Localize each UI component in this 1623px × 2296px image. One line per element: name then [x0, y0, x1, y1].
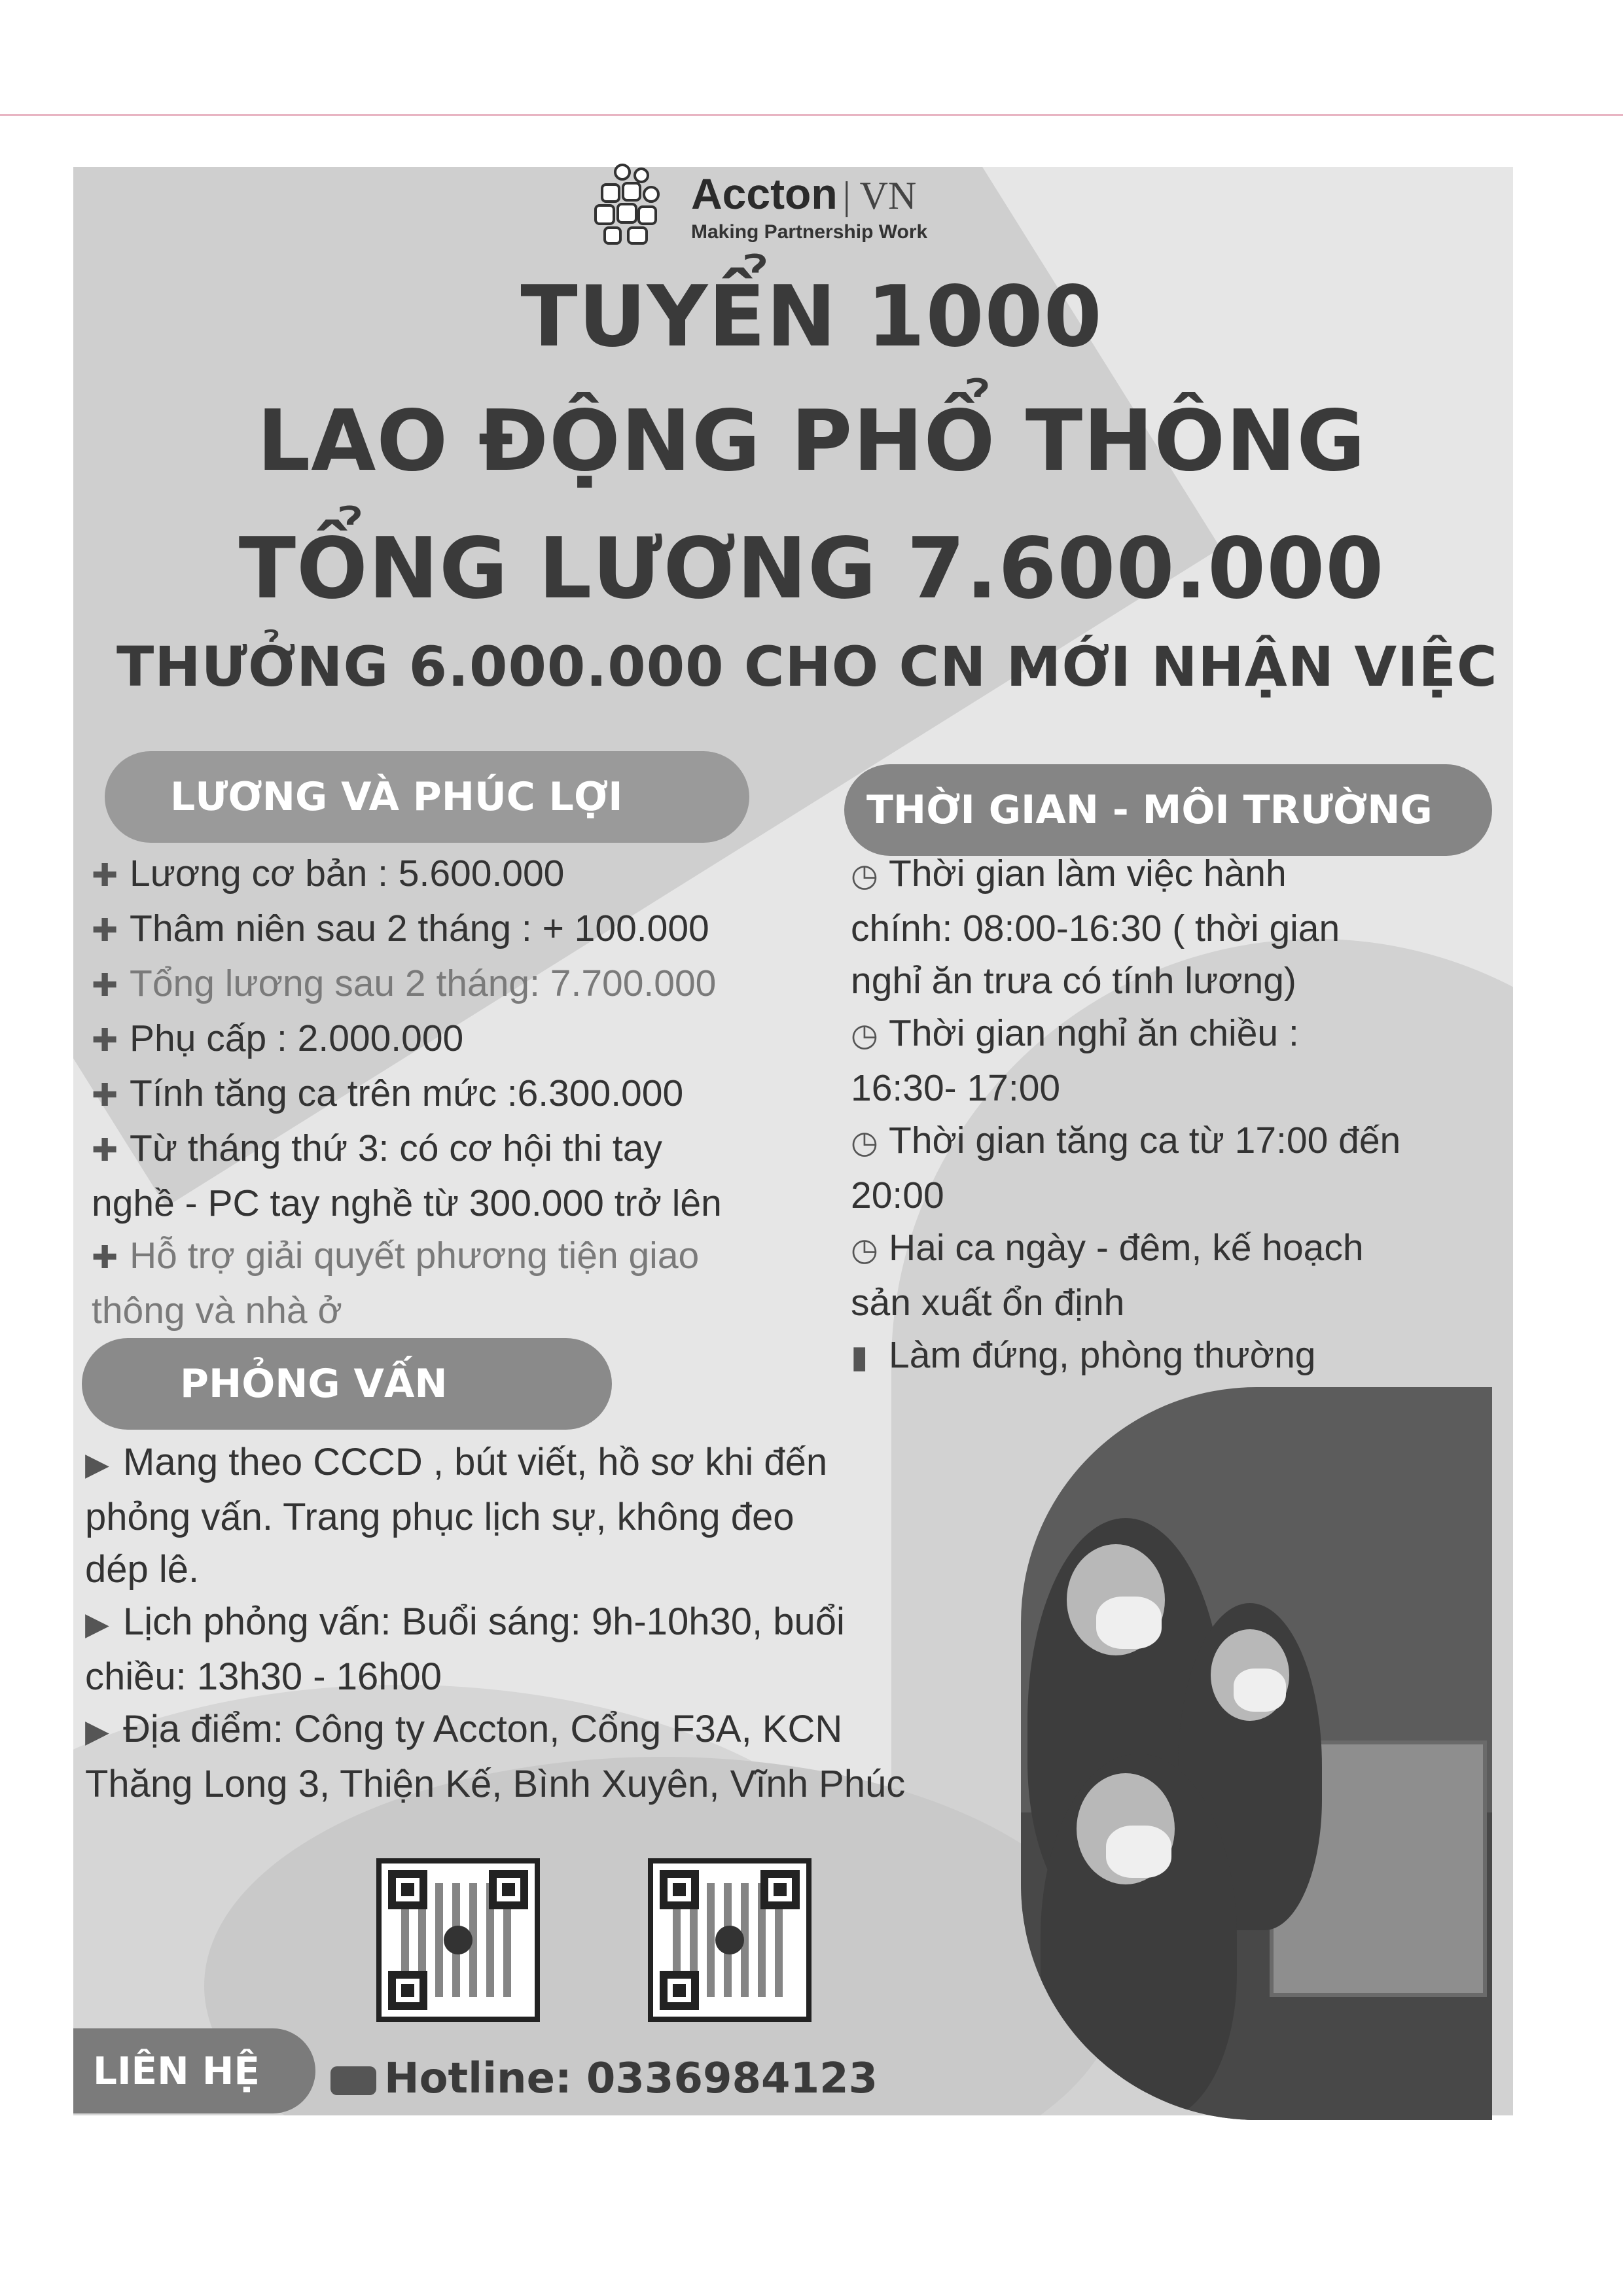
pushpin-icon: ✚: [92, 858, 118, 893]
headline-bonus: THƯỞNG 6.000.000 CHO CN MỚI NHẬN VIỆC: [116, 635, 1498, 699]
clock-icon: ◷: [851, 1018, 878, 1053]
telephone-icon: [330, 2066, 376, 2095]
schedule-list: [851, 847, 1505, 1384]
list-item: ▶ Địa điểm: Công ty Accton, Cổng F3A, KCN: [85, 1703, 1001, 1758]
list-item: ✚ Tính tăng ca trên mức :6.300.000: [92, 1067, 844, 1122]
pushpin-icon: ✚: [92, 1133, 118, 1168]
factory-workers-photo: [1021, 1387, 1492, 2120]
flag-icon: ▶: [85, 1714, 109, 1749]
headline-recruit: TUYỂN 1000: [520, 268, 1103, 366]
list-item-continuation: chiều: 13h30 - 16h00: [85, 1655, 442, 1698]
list-item: ✚ Từ tháng thứ 3: có cơ hội thi tay: [92, 1122, 844, 1177]
list-item: ◷ Thời gian tăng ca từ 17:00 đến: [851, 1114, 1505, 1169]
list-item: ▶ Mang theo CCCD , bút viết, hồ sơ khi đến: [85, 1436, 1001, 1491]
flag-icon: ▶: [85, 1447, 109, 1482]
flag-icon: ▶: [85, 1607, 109, 1642]
clock-icon: ◷: [851, 858, 878, 893]
headline-position: LAO ĐỘNG PHỔ THÔNG: [257, 393, 1366, 490]
list-item-continuation: chính: 08:00-16:30 ( thời gian: [851, 908, 1340, 949]
interview-info: [85, 1436, 1001, 1810]
list-item-continuation: phỏng vấn. Trang phục lịch sự, không đeo: [85, 1496, 794, 1538]
list-item-continuation: dép lê.: [85, 1548, 200, 1591]
company-logo: [594, 164, 961, 255]
hotline-number: Hotline: 0336984123: [384, 2055, 878, 2103]
zalo-logo-icon: [715, 1926, 744, 1954]
pushpin-icon: ✚: [92, 968, 118, 1003]
list-item-continuation: thông và nhà ở: [92, 1290, 342, 1332]
benefits-list: [92, 847, 844, 1337]
worker-standing-icon: ▮: [851, 1340, 868, 1375]
benefits-section-title: LƯƠNG VÀ PHÚC LỢI: [105, 751, 749, 843]
headline-salary: TỔNG LƯƠNG 7.600.000: [238, 520, 1385, 618]
pushpin-icon: ✚: [92, 1078, 118, 1113]
hotline[interactable]: [330, 2055, 878, 2103]
list-item: ✚ Phụ cấp : 2.000.000: [92, 1012, 844, 1067]
list-item: ✚ Tổng lương sau 2 tháng: 7.700.000: [92, 957, 844, 1012]
interview-section-title: PHỎNG VẤN: [82, 1338, 612, 1430]
list-item: ◷ Hai ca ngày - đêm, kế hoạch: [851, 1222, 1505, 1277]
list-item: ✚ Thâm niên sau 2 tháng : + 100.000: [92, 902, 844, 957]
qr-code[interactable]: [648, 1858, 812, 2022]
list-item: ✚ Hỗ trợ giải quyết phương tiện giao: [92, 1229, 844, 1284]
logo-wordmark: Accton | VN: [691, 169, 917, 218]
list-item: ▮ Làm đứng, phòng thường: [851, 1329, 1505, 1384]
page-top-rule: [0, 114, 1623, 116]
clock-icon: ◷: [851, 1233, 878, 1267]
pushpin-icon: ✚: [92, 913, 118, 948]
contact-label: LIÊN HỆ: [73, 2028, 315, 2113]
list-item-continuation: Thăng Long 3, Thiện Kế, Bình Xuyên, Vĩnh Phúc: [85, 1763, 906, 1805]
logo-tree-icon: [594, 164, 666, 249]
pushpin-icon: ✚: [92, 1241, 118, 1275]
list-item-continuation: nghỉ ăn trưa có tính lương): [851, 960, 1296, 1002]
list-item-continuation: 16:30- 17:00: [851, 1067, 1061, 1109]
list-item: ✚ Lương cơ bản : 5.600.000: [92, 847, 844, 902]
list-item-continuation: 20:00: [851, 1174, 944, 1216]
qr-code[interactable]: [376, 1858, 540, 2022]
zalo-logo-icon: [444, 1926, 473, 1954]
list-item-continuation: sản xuất ổn định: [851, 1282, 1125, 1324]
list-item-continuation: nghề - PC tay nghề từ 300.000 trở lên: [92, 1182, 722, 1224]
clock-icon: ◷: [851, 1125, 878, 1160]
list-item: ◷ Thời gian làm việc hành: [851, 847, 1505, 902]
schedule-section-title: THỜI GIAN - MÔI TRƯỜNG: [844, 764, 1492, 856]
list-item: ◷ Thời gian nghỉ ăn chiều :: [851, 1007, 1505, 1062]
pushpin-icon: ✚: [92, 1023, 118, 1058]
list-item: ▶ Lịch phỏng vấn: Buổi sáng: 9h-10h30, buổi: [85, 1596, 1001, 1651]
logo-tagline: Making Partnership Work: [691, 221, 928, 243]
